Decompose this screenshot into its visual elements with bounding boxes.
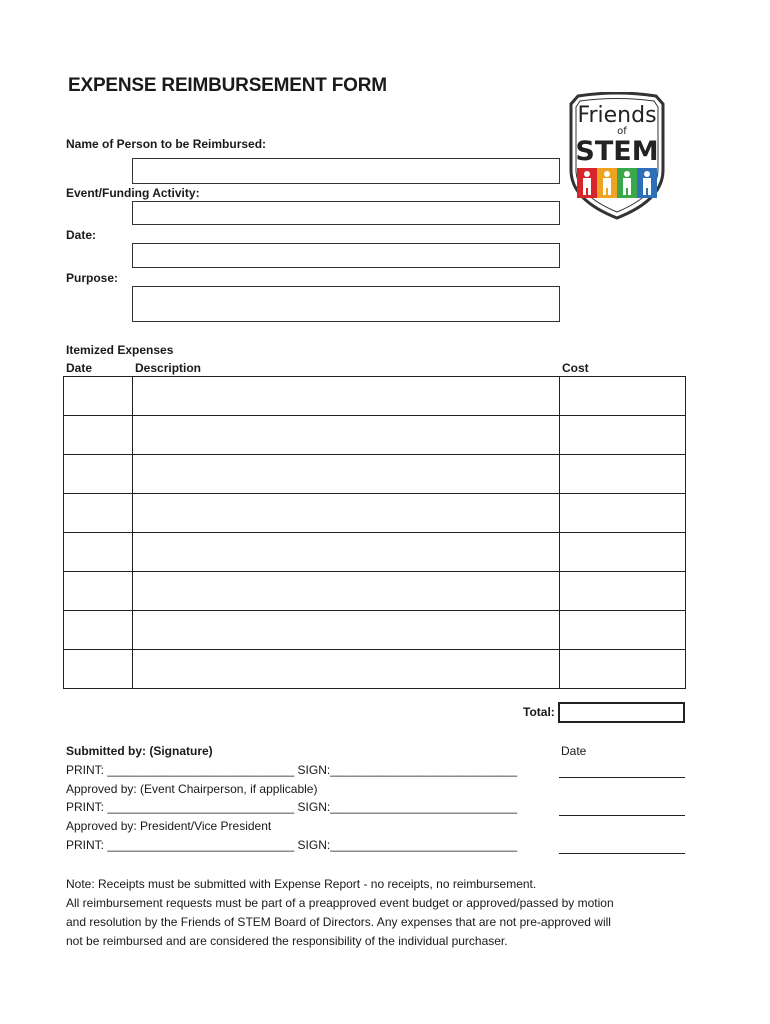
expense-description-cell[interactable] [133,533,560,572]
expense-description-cell[interactable] [133,611,560,650]
expense-cost-cell[interactable] [560,416,686,455]
expense-cost-cell[interactable] [560,611,686,650]
col-date-header: Date [66,361,93,375]
notes-block [66,875,686,951]
col-description-header: Description [135,361,202,375]
form-title: EXPENSE REIMBURSEMENT FORM [68,75,387,96]
col-cost-header: Cost [562,361,589,375]
expense-date-cell[interactable] [64,377,133,416]
note-line-3: and resolution by the Friends of STEM Board of Directors. Any expenses that are not pre-approved will [66,915,611,929]
expense-date-cell[interactable] [64,416,133,455]
expense-row [64,377,686,416]
expenses-table [63,376,686,689]
date-line-3[interactable] [559,853,685,854]
purpose-label: Purpose: [66,271,119,285]
date-column-label: Date [561,744,587,758]
approved-by-president-label: Approved by: President/Vice President [66,819,272,833]
expense-date-cell[interactable] [64,533,133,572]
approved-by-chair-label: Approved by: (Event Chairperson, if applicable) [66,782,318,796]
print-sign-line-2[interactable]: PRINT: ____________________________ SIGN:____________________________ [66,800,518,814]
expense-row [64,416,686,455]
note-line-2: All reimbursement requests must be part of a preapproved event budget or approved/passed by motion [66,896,614,910]
itemized-heading: Itemized Expenses [66,343,174,357]
expense-cost-cell[interactable] [560,650,686,689]
name-label: Name of Person to be Reimbursed: [66,137,267,151]
date-line-1[interactable] [559,777,685,778]
logo-of-text: of [617,126,627,137]
expense-cost-cell[interactable] [560,572,686,611]
expense-row [64,572,686,611]
expense-row [64,533,686,572]
expense-description-cell[interactable] [133,455,560,494]
expense-cost-cell[interactable] [560,377,686,416]
expense-row [64,494,686,533]
expense-cost-cell[interactable] [560,455,686,494]
submitted-by-label: Submitted by: (Signature) [66,744,213,758]
expense-date-cell[interactable] [64,494,133,533]
name-field[interactable] [132,158,560,184]
expense-row [64,611,686,650]
print-sign-line-3[interactable]: PRINT: ____________________________ SIGN:____________________________ [66,838,518,852]
expense-row [64,455,686,494]
logo-stem-text: STEM [575,136,659,167]
expense-date-cell[interactable] [64,611,133,650]
expense-description-cell[interactable] [133,377,560,416]
expense-date-cell[interactable] [64,455,133,494]
note-line-1: Note: Receipts must be submitted with Expense Report - no receipts, no reimbursement. [66,877,537,891]
expense-row [64,650,686,689]
purpose-field[interactable] [132,286,560,322]
logo-friends-text: Friends [577,103,657,128]
expense-description-cell[interactable] [133,650,560,689]
date-label: Date: [66,228,97,242]
expense-description-cell[interactable] [133,416,560,455]
total-field[interactable] [558,702,685,723]
print-sign-line-1[interactable]: PRINT: ____________________________ SIGN:____________________________ [66,763,518,777]
note-line-4: not be reimbursed and are considered the responsibility of the individual purchaser. [66,934,508,948]
expense-description-cell[interactable] [133,572,560,611]
expense-cost-cell[interactable] [560,494,686,533]
date-field[interactable] [132,243,560,268]
friends-of-stem-logo [568,92,666,220]
expense-date-cell[interactable] [64,650,133,689]
date-line-2[interactable] [559,815,685,816]
event-field[interactable] [132,201,560,225]
expense-cost-cell[interactable] [560,533,686,572]
expense-description-cell[interactable] [133,494,560,533]
expense-date-cell[interactable] [64,572,133,611]
event-label: Event/Funding Activity: [66,186,200,200]
total-label: Total: [523,705,555,719]
